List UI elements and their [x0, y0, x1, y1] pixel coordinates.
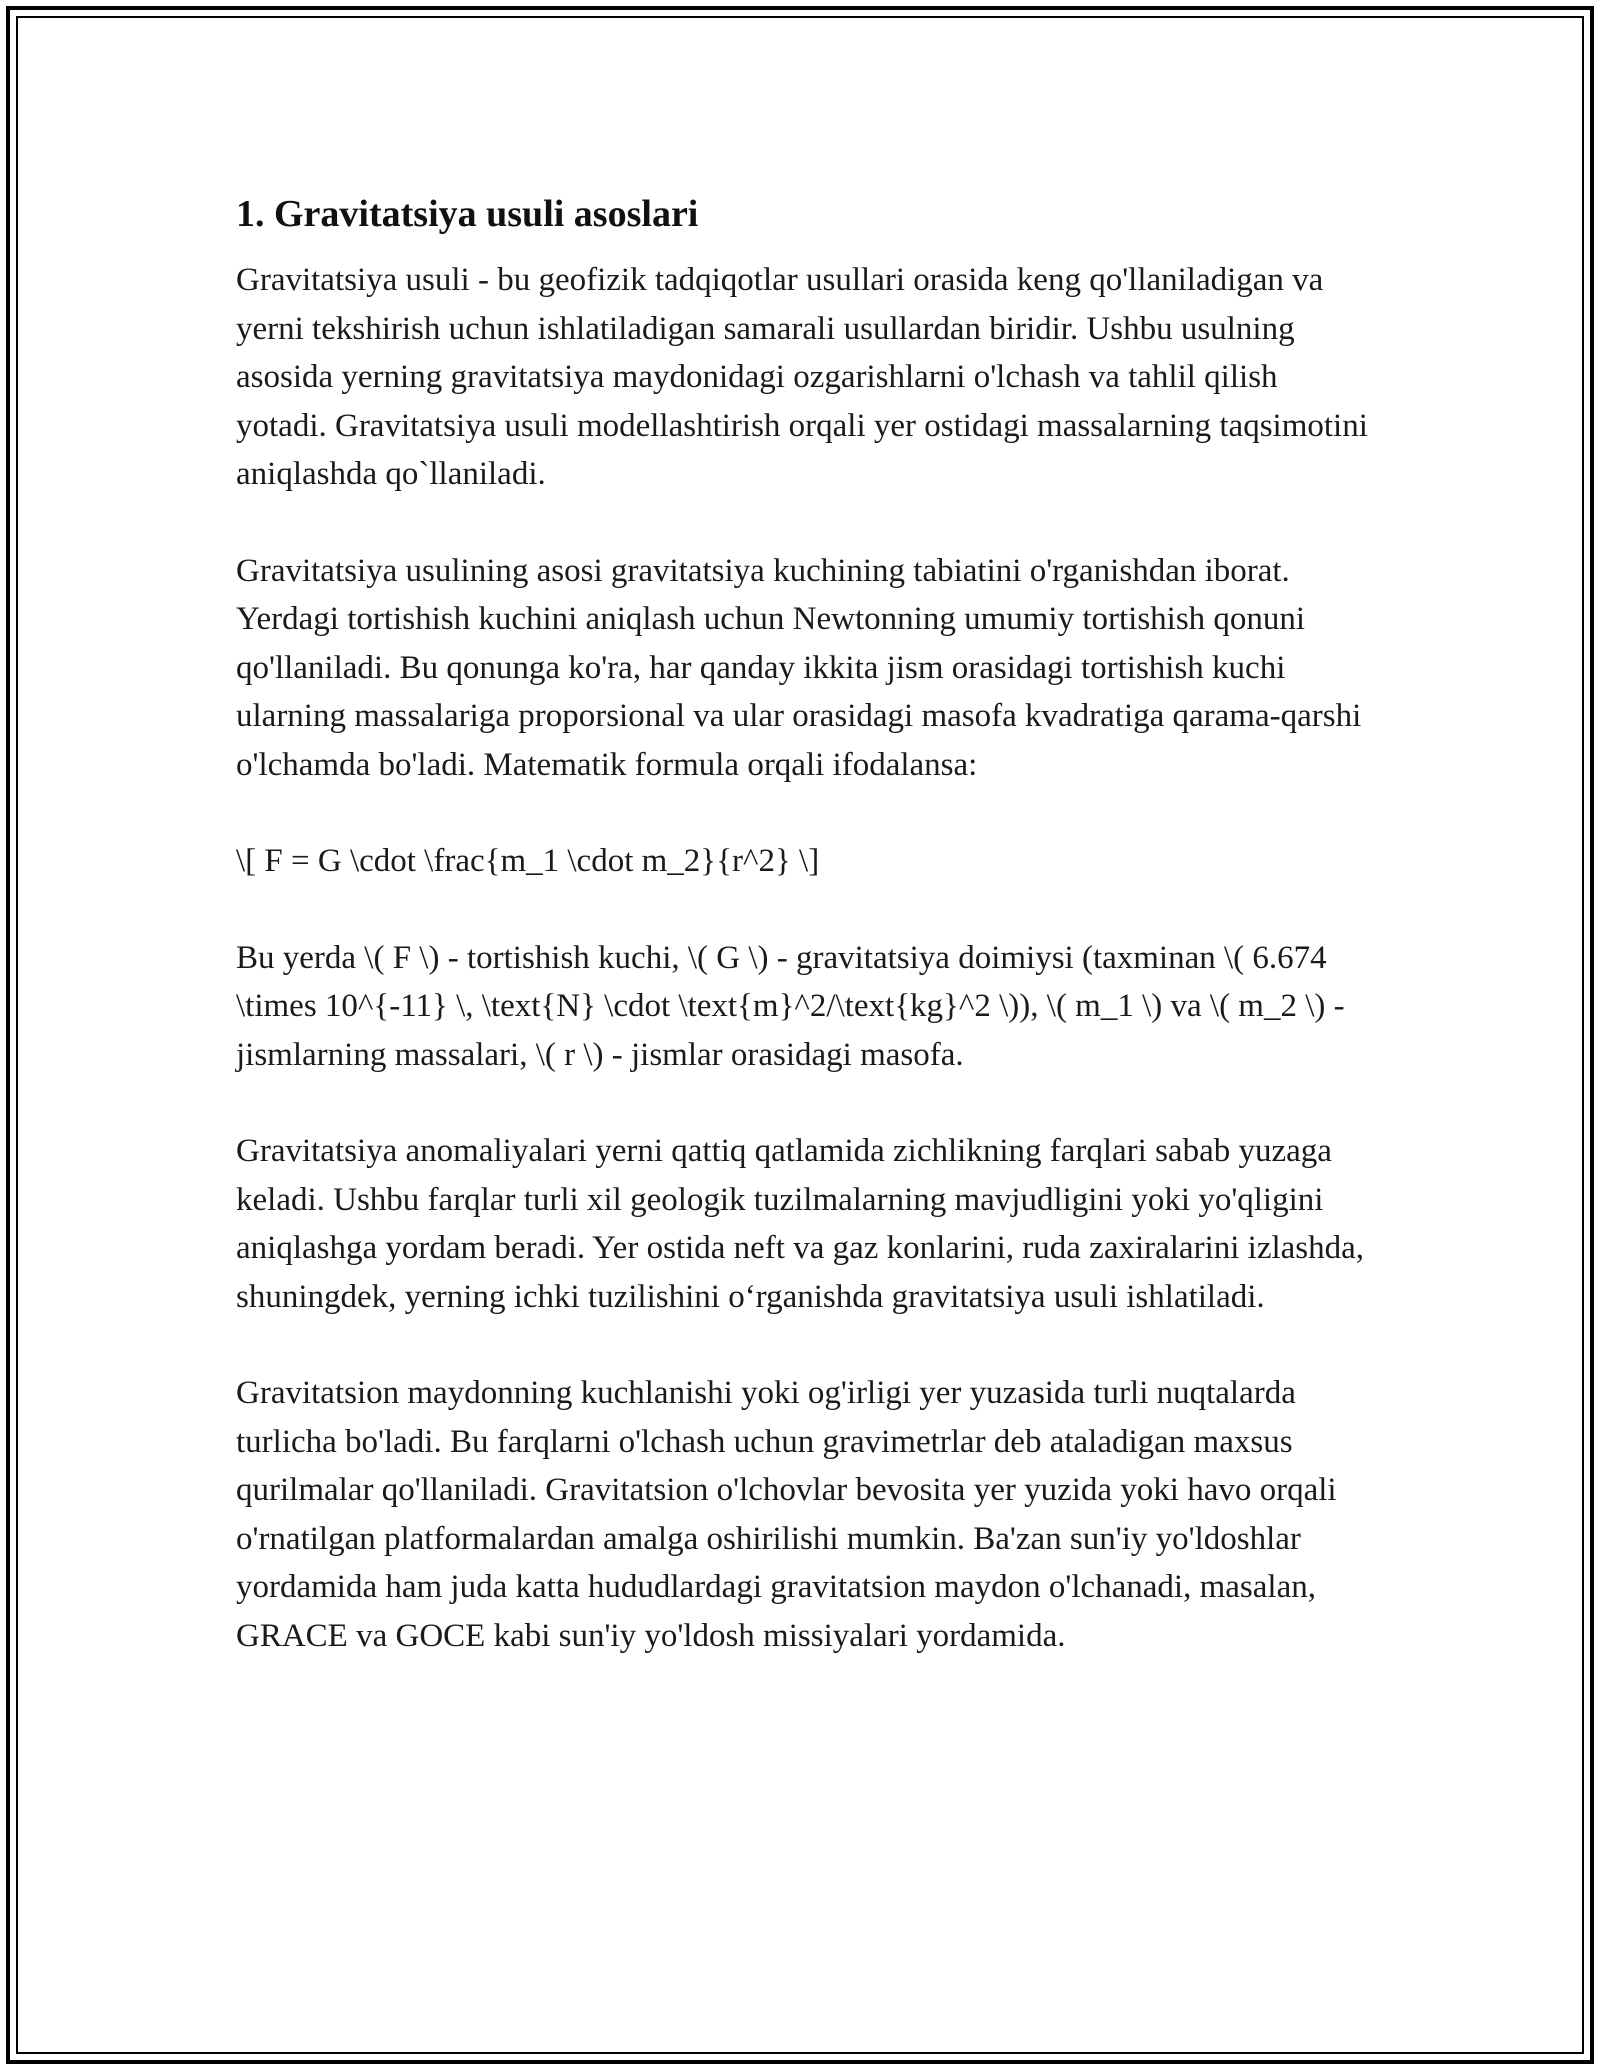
- paragraph-anomalies: Gravitatsiya anomaliyalari yerni qattiq qatlamida zichlikning farqlari sabab yuzaga keladi. Ushbu farqlar turli xil geologik tuzilmalarning mavjudligini yoki yo'qligini aniqlashga yordam beradi. Yer ostida neft va gaz konlarini, ruda zaxiralarini izlashda, shuningdek, yerning ichki tuzilishini o‘rganishda gravitatsiya usuli ishlatiladi.: [236, 1133, 1365, 1315]
- formula-line: \[ F = G \cdot \frac{m_1 \cdot m_2}{r^2} \]: [236, 843, 820, 879]
- paragraph-variables: Bu yerda \( F \) - tortishish kuchi, \( G \) - gravitatsiya doimiysi (taxminan \( 6.674 \times 10^{-11} \, \text{N} \cdot \text{m}^2/\text{kg}^2 \)), \( m_1 \) va \( m_2 \) - jismlarning massalari, \( r \) - jismlar orasidagi masofa.: [236, 939, 1345, 1073]
- paragraph-intro: Gravitatsiya usuli - bu geofizik tadqiqotlar usullari orasida keng qo'llaniladigan va yerni tekshirish uchun ishlatiladigan samarali usullardan biridir. Ushbu usulning asosida yerning gravitatsiya maydonidagi ozgarishlarni o'lchash va tahlil qilish yotadi. Gravitatsiya usuli modellashtirish orqali yer ostidagi massalarning taqsimotini aniqlashda qo`llaniladi.: [236, 262, 1368, 492]
- paragraph-newton-law: Gravitatsiya usulining asosi gravitatsiya kuchining tabiatini o'rganishdan iborat. Yerdagi tortishish kuchini aniqlash uchun Newtonning umumiy tortishish qonuni qo'llaniladi. Bu qonunga ko'ra, har qanday ikkita jism orasidagi tortishish kuchi ularning massalariga proporsional va ular orasidagi masofa kvadratiga qarama-qarshi o'lchamda bo'ladi. Matematik formula orqali ifodalansa:: [236, 552, 1362, 783]
- paragraph-measurement: Gravitatsion maydonning kuchlanishi yoki og'irligi yer yuzasida turli nuqtalarda turlicha bo'ladi. Bu farqlarni o'lchash uchun gravimetrlar deb ataladigan maxsus qurilmalar qo'llaniladi. Gravitatsion o'lchovlar bevosita yer yuzida yoki havo orqali o'rnatilgan platformalardan amalga oshirilishi mumkin. Ba'zan sun'iy yo'ldoshlar yordamida ham juda katta hududlardagi gravitatsion maydon o'lchanadi, masalan, GRACE va GOCE kabi sun'iy yo'ldosh missiyalari yordamida.: [236, 1375, 1337, 1654]
- section-heading: 1. Gravitatsiya usuli asoslari: [236, 193, 699, 235]
- document-body: [236, 180, 1376, 1708]
